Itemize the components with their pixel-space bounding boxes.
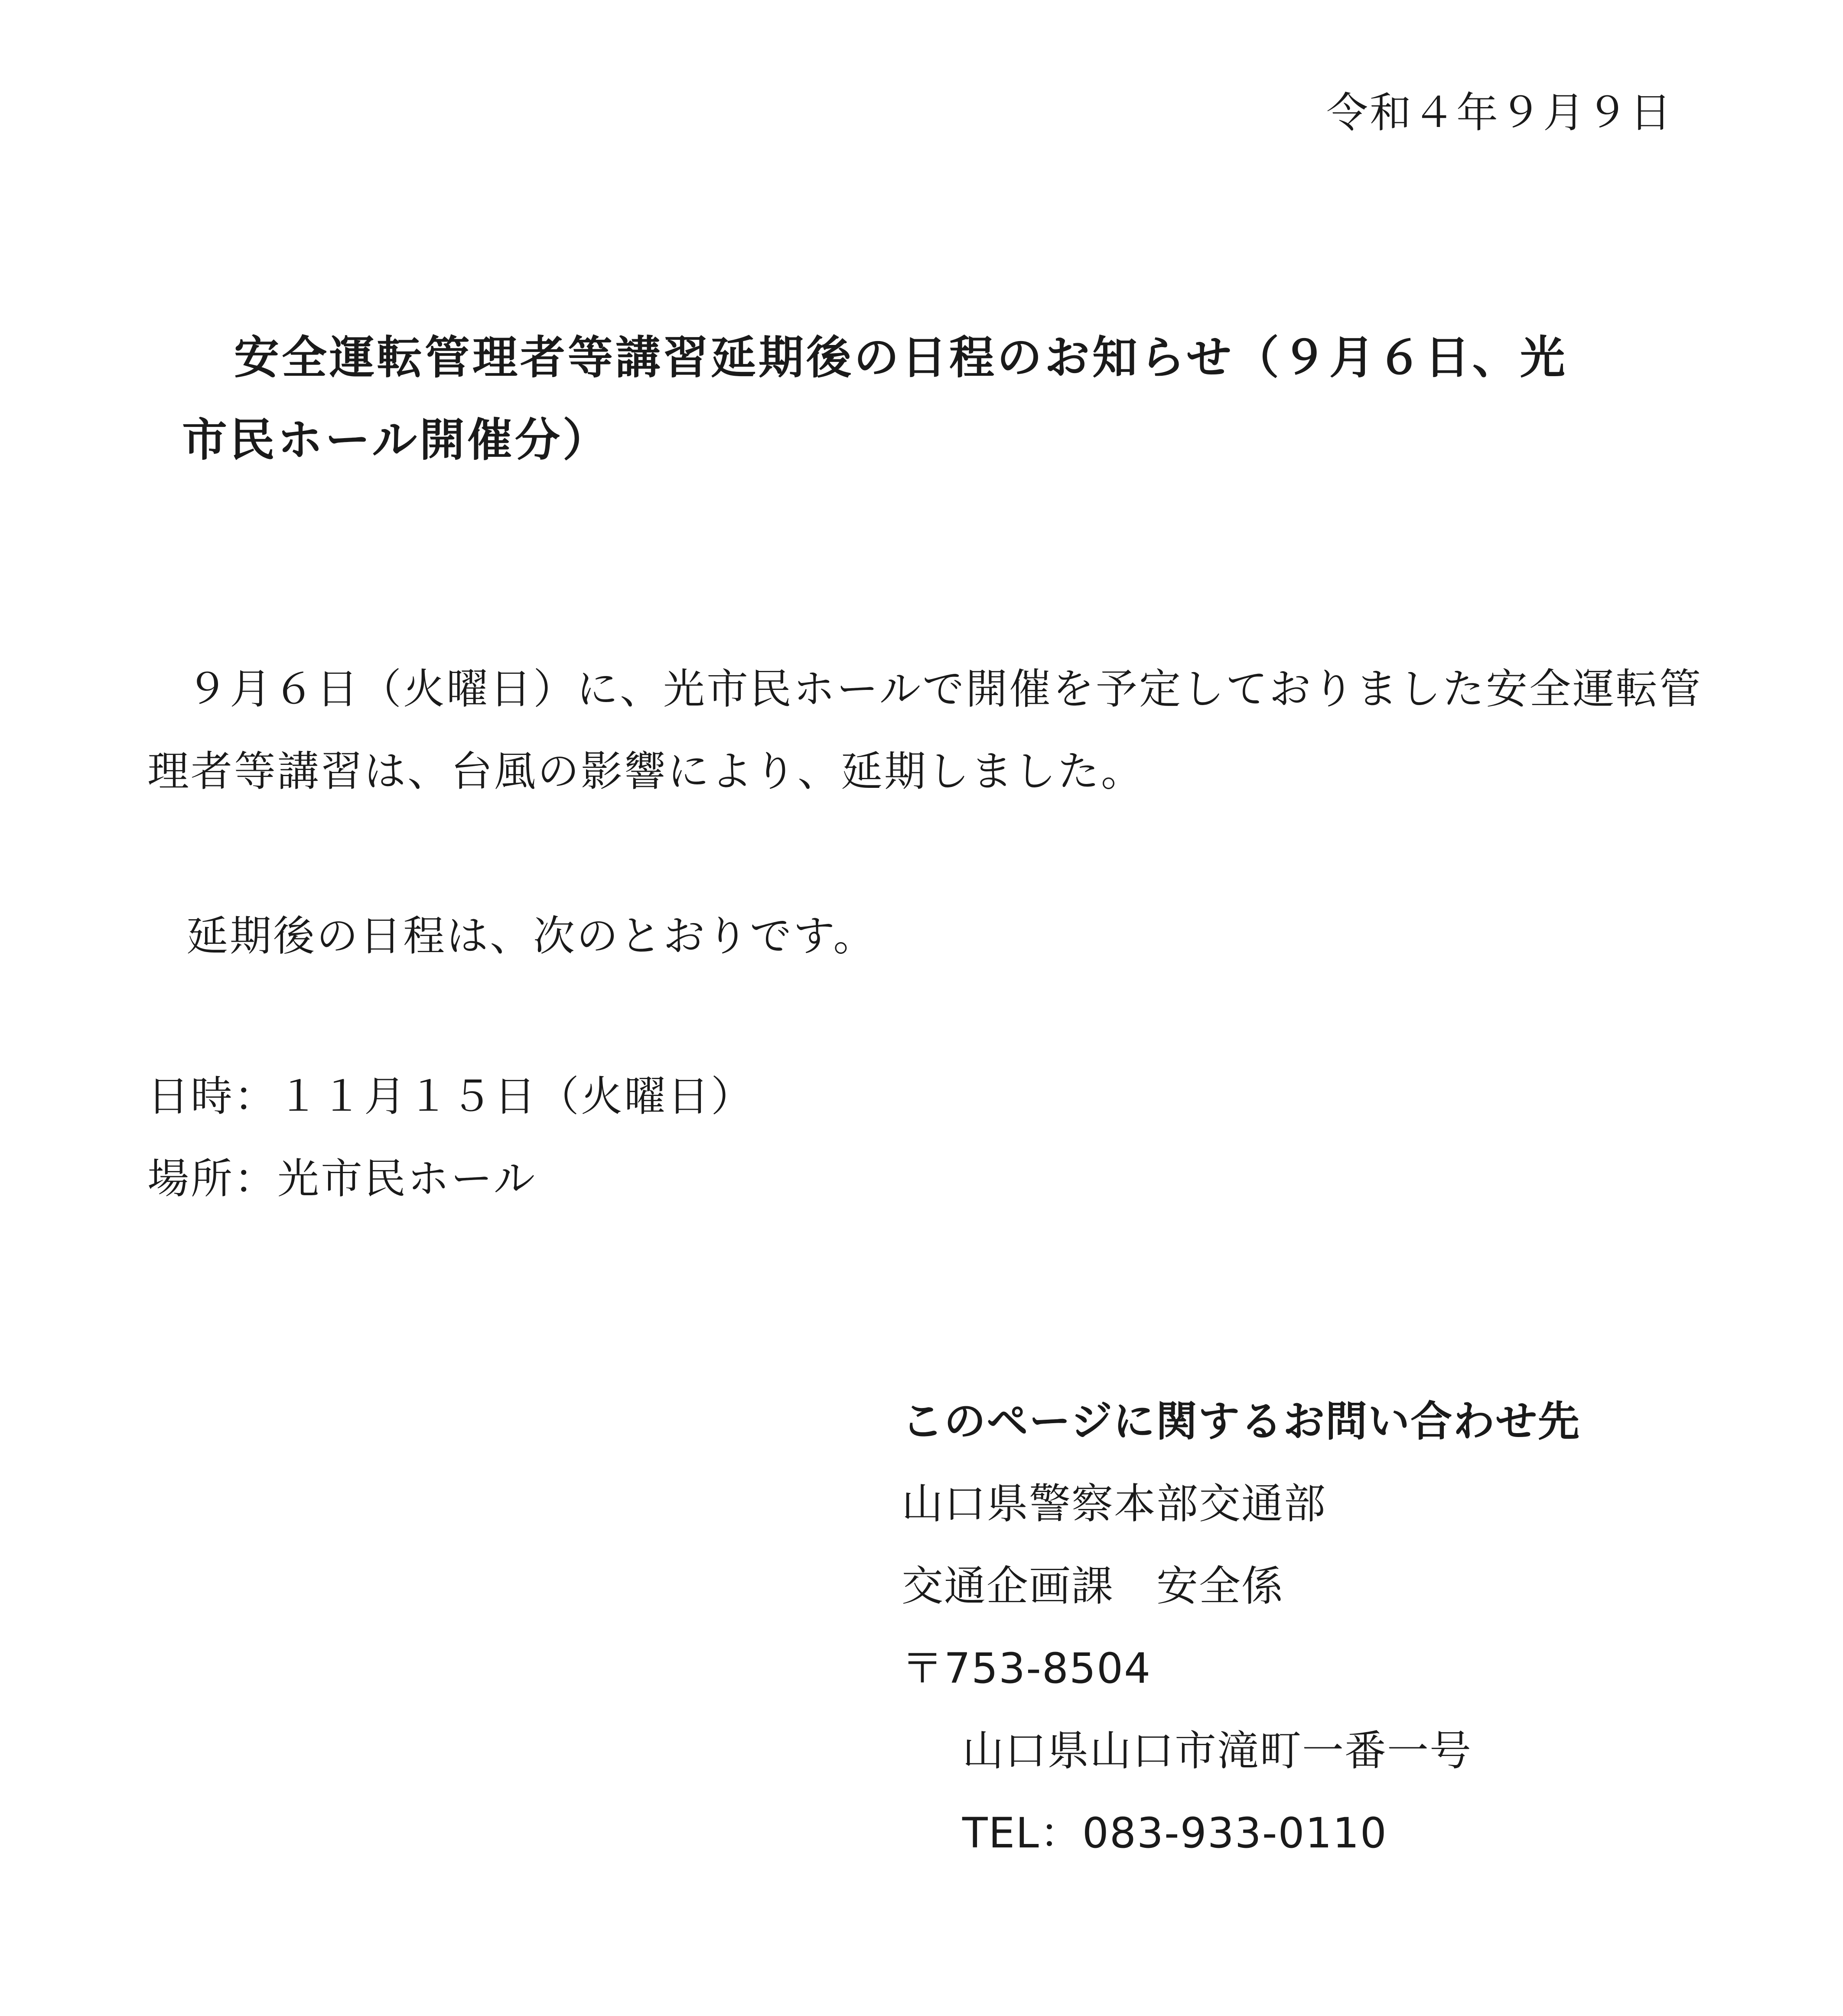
document-title-line-1: 安全運転管理者等講習延期後の日程のお知らせ（９月６日、光 <box>234 331 1568 384</box>
schedule-place: 場所：光市民ホール <box>147 1154 537 1203</box>
contact-heading: このページに関するお問い合わせ先 <box>902 1397 1581 1446</box>
contact-section: 交通企画課 安全係 <box>902 1562 1284 1610</box>
document-title-line-2: 市民ホール開催分） <box>182 413 610 466</box>
contact-postal-code: 〒753-8504 <box>902 1644 1152 1693</box>
body-paragraph-1-line-2: 理者等講習は、台風の影響により、延期しました。 <box>147 747 1144 796</box>
contact-telephone: TEL：083-933-0110 <box>962 1809 1387 1857</box>
contact-department: 山口県警察本部交通部 <box>902 1479 1326 1528</box>
body-paragraph-2: 延期後の日程は、次のとおりです。 <box>186 912 877 960</box>
contact-address: 山口県山口市滝町一番一号 <box>962 1727 1472 1775</box>
schedule-datetime: 日時：１１月１５日（火曜日） <box>147 1072 754 1121</box>
issue-date: 令和４年９月９日 <box>1326 88 1673 137</box>
body-paragraph-1-line-1: ９月６日（火曜日）に、光市民ホールで開催を予定しておりました安全運転管 <box>186 665 1703 713</box>
